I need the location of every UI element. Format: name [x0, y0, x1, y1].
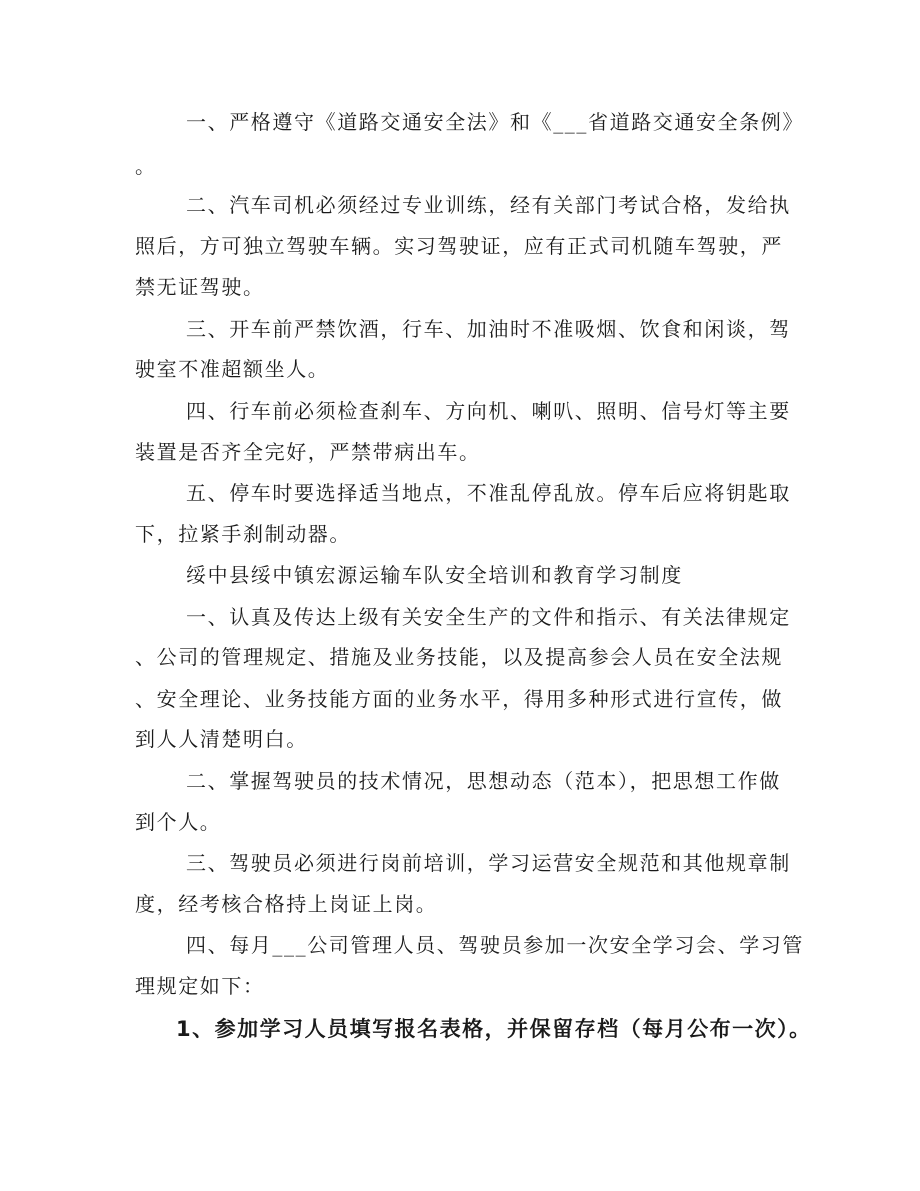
text-line: 二、汽车司机必须经过专业训练，经有关部门考试合格，发给执	[186, 193, 791, 217]
text-line: 四、行车前必须检查刹车、方向机、喇叭、照明、信号灯等主要	[186, 399, 791, 423]
text-line: 到个人。	[135, 810, 222, 834]
text-line: 。	[135, 154, 157, 178]
text-line: 照后，方可独立驾驶车辆。实习驾驶证，应有正式司机随车驾驶，严	[135, 234, 783, 258]
text-line: 二、掌握驾驶员的技术情况，思想动态（范本），把思想工作做	[186, 769, 781, 793]
text-line: 五、停车时要选择适当地点，不准乱停乱放。停车后应将钥匙取	[186, 481, 791, 505]
text-line: 驶室不准超额坐人。	[135, 357, 330, 381]
text-line: 一、严格遵守《道路交通安全法》和《___省道路交通安全条例》	[186, 110, 804, 134]
text-line: 四、每月___公司管理人员、驾驶员参加一次安全学习会、学习管	[186, 933, 804, 957]
text-line: 理规定如下：	[135, 974, 265, 998]
text-line: 下，拉紧手刹制动器。	[135, 522, 351, 546]
text-line: 装置是否齐全完好，严禁带病出车。	[135, 440, 481, 464]
text-line: 禁无证驾驶。	[135, 275, 265, 299]
section-heading: 绥中县绥中镇宏源运输车队安全培训和教育学习制度	[186, 563, 683, 587]
text-line: 、安全理论、业务技能方面的业务水平，得用多种形式进行宣传，做	[135, 687, 783, 711]
text-line: 到人人清楚明白。	[135, 727, 308, 751]
text-line: 一、认真及传达上级有关安全生产的文件和指示、有关法律规定	[186, 605, 791, 629]
text-line: 三、驾驶员必须进行岗前培训，学习运营安全规范和其他规章制	[186, 851, 791, 875]
text-line: 、公司的管理规定、措施及业务技能，以及提高参会人员在安全法规	[135, 645, 783, 669]
bold-list-item: 1、参加学习人员填写报名表格，并保留存档（每月公布一次）。	[176, 1017, 812, 1041]
text-line: 度，经考核合格持上岗证上岗。	[135, 892, 438, 916]
text-line: 三、开车前严禁饮酒，行车、加油时不准吸烟、饮食和闲谈，驾	[186, 317, 791, 341]
